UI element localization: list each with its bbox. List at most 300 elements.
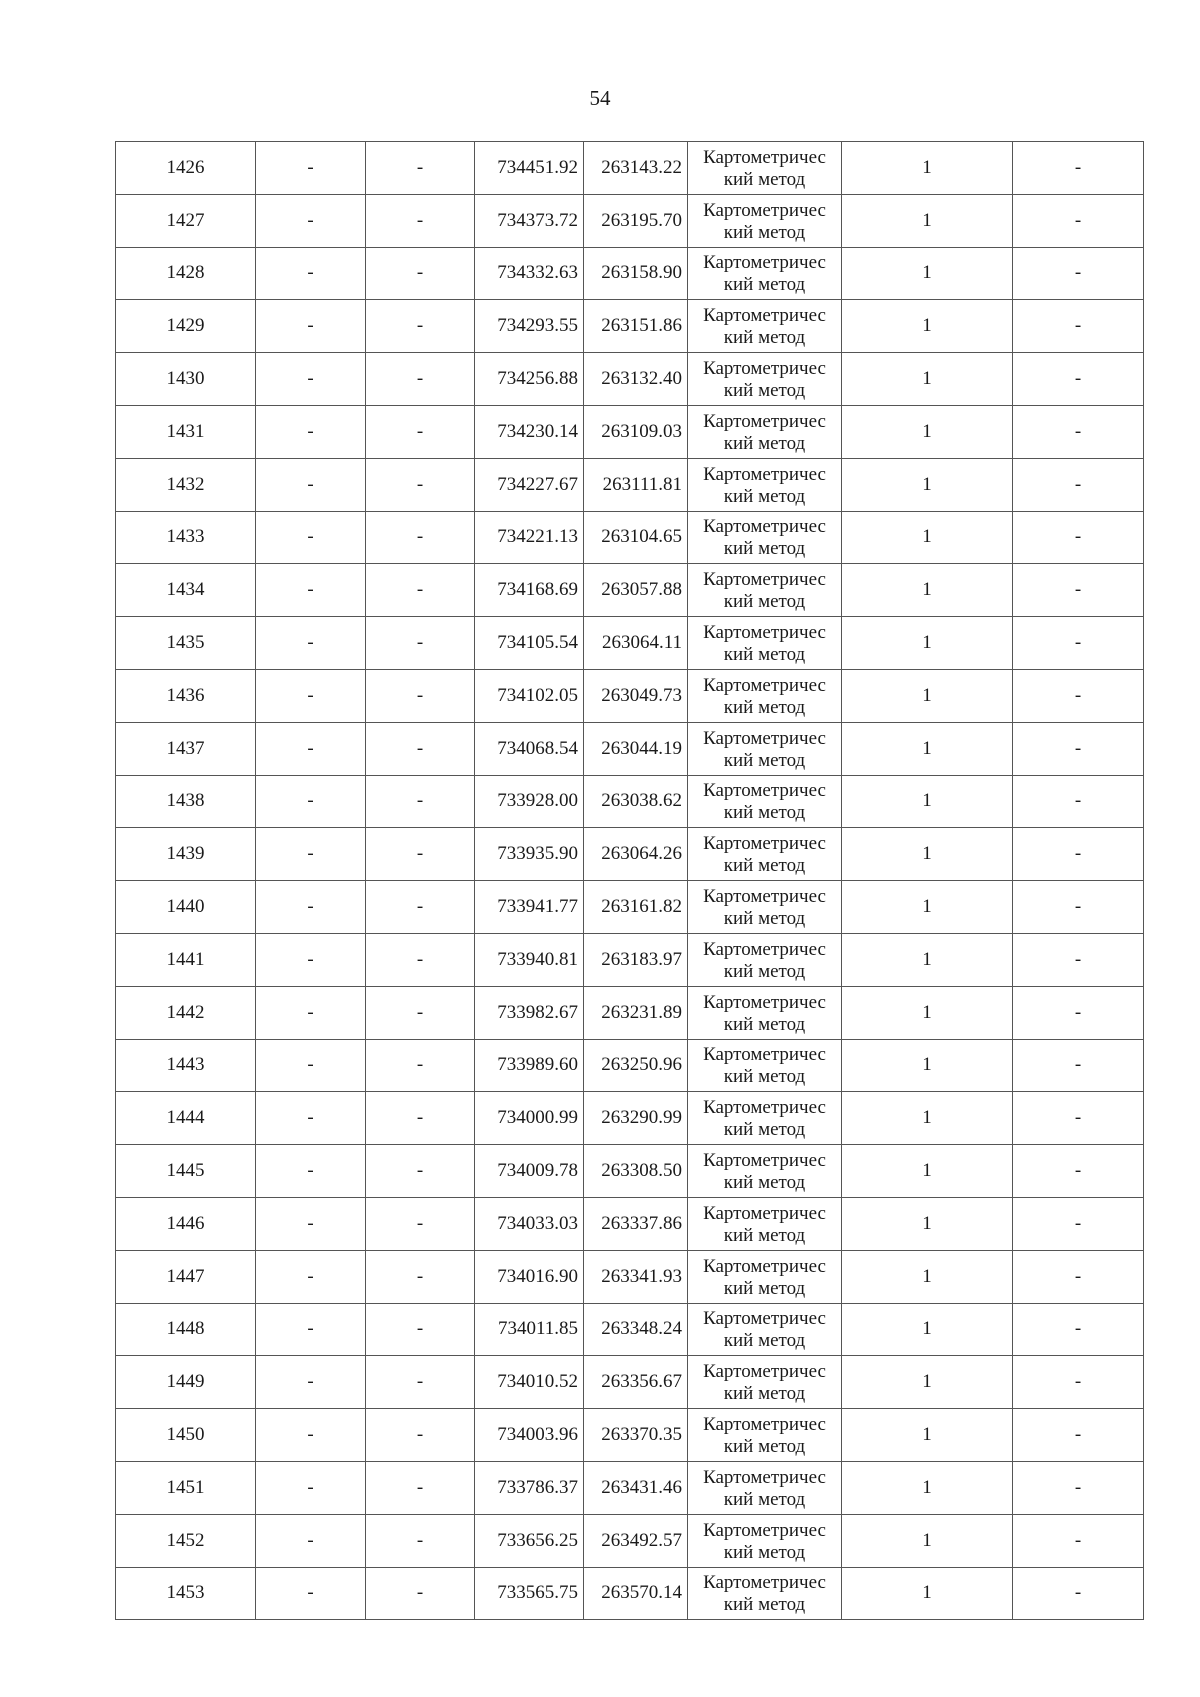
empty-cell: - xyxy=(1013,1567,1144,1620)
method-cell xyxy=(688,353,842,406)
accuracy-cell: 1 xyxy=(842,775,1013,828)
empty-cell: - xyxy=(1013,933,1144,986)
empty-cell: - xyxy=(366,1409,475,1462)
method-cell xyxy=(688,1303,842,1356)
method-line-1: Картометричес xyxy=(703,410,826,432)
empty-cell: - xyxy=(256,1461,366,1514)
method-line-1: Картометричес xyxy=(703,146,826,168)
x-coordinate-cell: 733935.90 xyxy=(475,828,584,881)
method-line-1: Картометричес xyxy=(703,1255,826,1277)
y-coordinate-cell: 263348.24 xyxy=(584,1303,688,1356)
accuracy-cell: 1 xyxy=(842,1197,1013,1250)
empty-cell: - xyxy=(1013,1409,1144,1462)
accuracy-cell: 1 xyxy=(842,458,1013,511)
method-line-1: Картометричес xyxy=(703,1308,826,1330)
empty-cell: - xyxy=(256,1514,366,1567)
method-cell xyxy=(688,1039,842,1092)
method-line-1: Картометричес xyxy=(703,463,826,485)
point-number-cell: 1438 xyxy=(116,775,256,828)
empty-cell: - xyxy=(366,300,475,353)
y-coordinate-cell: 263057.88 xyxy=(584,564,688,617)
y-coordinate-cell: 263570.14 xyxy=(584,1567,688,1620)
accuracy-cell: 1 xyxy=(842,511,1013,564)
table-row xyxy=(116,1039,1144,1092)
point-number-cell: 1428 xyxy=(116,247,256,300)
y-coordinate-cell: 263143.22 xyxy=(584,142,688,195)
empty-cell: - xyxy=(1013,194,1144,247)
empty-cell: - xyxy=(1013,458,1144,511)
empty-cell: - xyxy=(256,511,366,564)
method-line-2: кий метод xyxy=(723,485,806,507)
empty-cell: - xyxy=(256,986,366,1039)
accuracy-cell: 1 xyxy=(842,1461,1013,1514)
method-line-1: Картометричес xyxy=(703,1150,826,1172)
table-row xyxy=(116,458,1144,511)
y-coordinate-cell: 263038.62 xyxy=(584,775,688,828)
empty-cell: - xyxy=(256,933,366,986)
empty-cell: - xyxy=(1013,300,1144,353)
table-row xyxy=(116,511,1144,564)
method-cell xyxy=(688,1145,842,1198)
method-cell xyxy=(688,881,842,934)
empty-cell: - xyxy=(1013,722,1144,775)
table-row xyxy=(116,247,1144,300)
y-coordinate-cell: 263064.26 xyxy=(584,828,688,881)
y-coordinate-cell: 263183.97 xyxy=(584,933,688,986)
accuracy-cell: 1 xyxy=(842,353,1013,406)
method-line-1: Картометричес xyxy=(703,252,826,274)
method-line-2: кий метод xyxy=(723,644,806,666)
empty-cell: - xyxy=(1013,564,1144,617)
point-number-cell: 1441 xyxy=(116,933,256,986)
point-number-cell: 1448 xyxy=(116,1303,256,1356)
accuracy-cell: 1 xyxy=(842,1250,1013,1303)
x-coordinate-cell: 734010.52 xyxy=(475,1356,584,1409)
empty-cell: - xyxy=(1013,669,1144,722)
method-line-2: кий метод xyxy=(723,1488,806,1510)
empty-cell: - xyxy=(1013,1461,1144,1514)
method-line-1: Картометричес xyxy=(703,886,826,908)
accuracy-cell: 1 xyxy=(842,1092,1013,1145)
y-coordinate-cell: 263151.86 xyxy=(584,300,688,353)
point-number-cell: 1449 xyxy=(116,1356,256,1409)
empty-cell: - xyxy=(1013,511,1144,564)
table-row xyxy=(116,1092,1144,1145)
x-coordinate-cell: 734016.90 xyxy=(475,1250,584,1303)
method-line-2: кий метод xyxy=(723,1224,806,1246)
y-coordinate-cell: 263111.81 xyxy=(584,458,688,511)
y-coordinate-cell: 263341.93 xyxy=(584,1250,688,1303)
accuracy-cell: 1 xyxy=(842,564,1013,617)
accuracy-cell: 1 xyxy=(842,194,1013,247)
method-line-2: кий метод xyxy=(723,908,806,930)
method-line-2: кий метод xyxy=(723,855,806,877)
empty-cell: - xyxy=(1013,1514,1144,1567)
x-coordinate-cell: 734230.14 xyxy=(475,405,584,458)
empty-cell: - xyxy=(1013,1303,1144,1356)
table-row xyxy=(116,828,1144,881)
method-cell xyxy=(688,1356,842,1409)
x-coordinate-cell: 734227.67 xyxy=(475,458,584,511)
method-line-2: кий метод xyxy=(723,1541,806,1563)
method-cell xyxy=(688,142,842,195)
empty-cell: - xyxy=(256,1409,366,1462)
x-coordinate-cell: 734009.78 xyxy=(475,1145,584,1198)
accuracy-cell: 1 xyxy=(842,1303,1013,1356)
point-number-cell: 1427 xyxy=(116,194,256,247)
method-cell xyxy=(688,828,842,881)
empty-cell: - xyxy=(366,458,475,511)
x-coordinate-cell: 734011.85 xyxy=(475,1303,584,1356)
method-cell xyxy=(688,1197,842,1250)
method-line-1: Картометричес xyxy=(703,938,826,960)
empty-cell: - xyxy=(366,511,475,564)
method-cell xyxy=(688,1250,842,1303)
method-line-2: кий метод xyxy=(723,274,806,296)
y-coordinate-cell: 263049.73 xyxy=(584,669,688,722)
y-coordinate-cell: 263195.70 xyxy=(584,194,688,247)
method-line-2: кий метод xyxy=(723,1066,806,1088)
accuracy-cell: 1 xyxy=(842,1409,1013,1462)
method-line-2: кий метод xyxy=(723,960,806,982)
empty-cell: - xyxy=(366,142,475,195)
point-number-cell: 1453 xyxy=(116,1567,256,1620)
method-cell xyxy=(688,775,842,828)
empty-cell: - xyxy=(256,669,366,722)
empty-cell: - xyxy=(366,933,475,986)
y-coordinate-cell: 263250.96 xyxy=(584,1039,688,1092)
method-line-2: кий метод xyxy=(723,1594,806,1616)
method-cell xyxy=(688,405,842,458)
accuracy-cell: 1 xyxy=(842,1514,1013,1567)
empty-cell: - xyxy=(366,1303,475,1356)
point-number-cell: 1442 xyxy=(116,986,256,1039)
table-body xyxy=(116,142,1144,1620)
empty-cell: - xyxy=(1013,881,1144,934)
empty-cell: - xyxy=(366,247,475,300)
y-coordinate-cell: 263064.11 xyxy=(584,617,688,670)
empty-cell: - xyxy=(366,775,475,828)
empty-cell: - xyxy=(366,1514,475,1567)
x-coordinate-cell: 733656.25 xyxy=(475,1514,584,1567)
point-number-cell: 1436 xyxy=(116,669,256,722)
table-row xyxy=(116,1409,1144,1462)
empty-cell: - xyxy=(366,986,475,1039)
method-line-1: Картометричес xyxy=(703,622,826,644)
method-line-2: кий метод xyxy=(723,1277,806,1299)
method-line-1: Картометричес xyxy=(703,516,826,538)
empty-cell: - xyxy=(1013,1197,1144,1250)
point-number-cell: 1447 xyxy=(116,1250,256,1303)
accuracy-cell: 1 xyxy=(842,933,1013,986)
point-number-cell: 1440 xyxy=(116,881,256,934)
method-line-2: кий метод xyxy=(723,1172,806,1194)
y-coordinate-cell: 263356.67 xyxy=(584,1356,688,1409)
method-line-2: кий метод xyxy=(723,538,806,560)
method-line-1: Картометричес xyxy=(703,1361,826,1383)
empty-cell: - xyxy=(256,458,366,511)
accuracy-cell: 1 xyxy=(842,1039,1013,1092)
empty-cell: - xyxy=(366,1197,475,1250)
accuracy-cell: 1 xyxy=(842,405,1013,458)
empty-cell: - xyxy=(1013,828,1144,881)
empty-cell: - xyxy=(366,669,475,722)
empty-cell: - xyxy=(256,1092,366,1145)
empty-cell: - xyxy=(366,1250,475,1303)
point-number-cell: 1437 xyxy=(116,722,256,775)
method-cell xyxy=(688,1461,842,1514)
empty-cell: - xyxy=(256,775,366,828)
point-number-cell: 1430 xyxy=(116,353,256,406)
table-row xyxy=(116,933,1144,986)
x-coordinate-cell: 734293.55 xyxy=(475,300,584,353)
method-cell xyxy=(688,511,842,564)
x-coordinate-cell: 734068.54 xyxy=(475,722,584,775)
table-row xyxy=(116,142,1144,195)
empty-cell: - xyxy=(256,247,366,300)
table-row xyxy=(116,1356,1144,1409)
empty-cell: - xyxy=(366,1092,475,1145)
accuracy-cell: 1 xyxy=(842,669,1013,722)
empty-cell: - xyxy=(256,405,366,458)
method-line-1: Картометричес xyxy=(703,199,826,221)
method-line-1: Картометричес xyxy=(703,1572,826,1594)
method-line-2: кий метод xyxy=(723,380,806,402)
table-row xyxy=(116,1197,1144,1250)
table-row xyxy=(116,1567,1144,1620)
table-row xyxy=(116,722,1144,775)
method-line-1: Картометричес xyxy=(703,358,826,380)
empty-cell: - xyxy=(366,881,475,934)
method-line-2: кий метод xyxy=(723,591,806,613)
y-coordinate-cell: 263337.86 xyxy=(584,1197,688,1250)
empty-cell: - xyxy=(366,353,475,406)
empty-cell: - xyxy=(1013,1092,1144,1145)
accuracy-cell: 1 xyxy=(842,1567,1013,1620)
empty-cell: - xyxy=(256,564,366,617)
y-coordinate-cell: 263158.90 xyxy=(584,247,688,300)
point-number-cell: 1450 xyxy=(116,1409,256,1462)
empty-cell: - xyxy=(1013,986,1144,1039)
empty-cell: - xyxy=(256,828,366,881)
method-cell xyxy=(688,300,842,353)
x-coordinate-cell: 734256.88 xyxy=(475,353,584,406)
empty-cell: - xyxy=(366,1145,475,1198)
accuracy-cell: 1 xyxy=(842,142,1013,195)
point-number-cell: 1434 xyxy=(116,564,256,617)
empty-cell: - xyxy=(256,1039,366,1092)
method-line-1: Картометричес xyxy=(703,569,826,591)
point-number-cell: 1452 xyxy=(116,1514,256,1567)
table-row xyxy=(116,1145,1144,1198)
empty-cell: - xyxy=(256,353,366,406)
table-row xyxy=(116,617,1144,670)
method-cell xyxy=(688,564,842,617)
x-coordinate-cell: 734105.54 xyxy=(475,617,584,670)
method-line-1: Картометричес xyxy=(703,674,826,696)
accuracy-cell: 1 xyxy=(842,722,1013,775)
method-line-2: кий метод xyxy=(723,1436,806,1458)
empty-cell: - xyxy=(1013,142,1144,195)
method-line-2: кий метод xyxy=(723,221,806,243)
x-coordinate-cell: 733786.37 xyxy=(475,1461,584,1514)
method-line-2: кий метод xyxy=(723,168,806,190)
y-coordinate-cell: 263431.46 xyxy=(584,1461,688,1514)
empty-cell: - xyxy=(1013,247,1144,300)
accuracy-cell: 1 xyxy=(842,986,1013,1039)
empty-cell: - xyxy=(366,1039,475,1092)
method-cell xyxy=(688,1092,842,1145)
y-coordinate-cell: 263308.50 xyxy=(584,1145,688,1198)
method-line-1: Картометричес xyxy=(703,833,826,855)
method-line-1: Картометричес xyxy=(703,780,826,802)
x-coordinate-cell: 734003.96 xyxy=(475,1409,584,1462)
method-line-2: кий метод xyxy=(723,432,806,454)
empty-cell: - xyxy=(366,1356,475,1409)
x-coordinate-cell: 734168.69 xyxy=(475,564,584,617)
x-coordinate-cell: 733928.00 xyxy=(475,775,584,828)
accuracy-cell: 1 xyxy=(842,1145,1013,1198)
y-coordinate-cell: 263104.65 xyxy=(584,511,688,564)
y-coordinate-cell: 263132.40 xyxy=(584,353,688,406)
method-line-2: кий метод xyxy=(723,1330,806,1352)
empty-cell: - xyxy=(366,1461,475,1514)
x-coordinate-cell: 733989.60 xyxy=(475,1039,584,1092)
y-coordinate-cell: 263290.99 xyxy=(584,1092,688,1145)
empty-cell: - xyxy=(1013,1145,1144,1198)
table-row xyxy=(116,986,1144,1039)
table-row xyxy=(116,669,1144,722)
accuracy-cell: 1 xyxy=(842,247,1013,300)
empty-cell: - xyxy=(256,142,366,195)
point-number-cell: 1431 xyxy=(116,405,256,458)
table-row xyxy=(116,405,1144,458)
empty-cell: - xyxy=(366,405,475,458)
empty-cell: - xyxy=(256,722,366,775)
empty-cell: - xyxy=(256,617,366,670)
method-line-2: кий метод xyxy=(723,1383,806,1405)
method-cell xyxy=(688,617,842,670)
x-coordinate-cell: 733982.67 xyxy=(475,986,584,1039)
empty-cell: - xyxy=(1013,775,1144,828)
empty-cell: - xyxy=(256,1567,366,1620)
empty-cell: - xyxy=(1013,1356,1144,1409)
method-line-2: кий метод xyxy=(723,1119,806,1141)
method-line-1: Картометричес xyxy=(703,1097,826,1119)
table-row xyxy=(116,1514,1144,1567)
y-coordinate-cell: 263492.57 xyxy=(584,1514,688,1567)
table-row xyxy=(116,1461,1144,1514)
method-line-2: кий метод xyxy=(723,696,806,718)
accuracy-cell: 1 xyxy=(842,300,1013,353)
table-row xyxy=(116,194,1144,247)
method-cell xyxy=(688,458,842,511)
method-line-2: кий метод xyxy=(723,1013,806,1035)
empty-cell: - xyxy=(256,1250,366,1303)
empty-cell: - xyxy=(1013,405,1144,458)
point-number-cell: 1429 xyxy=(116,300,256,353)
point-number-cell: 1446 xyxy=(116,1197,256,1250)
method-line-1: Картометричес xyxy=(703,991,826,1013)
point-number-cell: 1432 xyxy=(116,458,256,511)
method-line-1: Картометричес xyxy=(703,1044,826,1066)
method-cell xyxy=(688,1567,842,1620)
method-cell xyxy=(688,194,842,247)
method-line-1: Картометричес xyxy=(703,727,826,749)
method-cell xyxy=(688,722,842,775)
y-coordinate-cell: 263161.82 xyxy=(584,881,688,934)
table-row xyxy=(116,881,1144,934)
x-coordinate-cell: 734102.05 xyxy=(475,669,584,722)
empty-cell: - xyxy=(256,1197,366,1250)
empty-cell: - xyxy=(1013,1250,1144,1303)
empty-cell: - xyxy=(366,564,475,617)
table-row xyxy=(116,300,1144,353)
empty-cell: - xyxy=(366,722,475,775)
method-line-2: кий метод xyxy=(723,802,806,824)
point-number-cell: 1433 xyxy=(116,511,256,564)
point-number-cell: 1444 xyxy=(116,1092,256,1145)
y-coordinate-cell: 263044.19 xyxy=(584,722,688,775)
method-cell xyxy=(688,986,842,1039)
empty-cell: - xyxy=(256,1356,366,1409)
method-line-1: Картометричес xyxy=(703,1414,826,1436)
empty-cell: - xyxy=(1013,1039,1144,1092)
empty-cell: - xyxy=(1013,617,1144,670)
method-line-1: Картометричес xyxy=(703,305,826,327)
point-number-cell: 1435 xyxy=(116,617,256,670)
method-cell xyxy=(688,1409,842,1462)
x-coordinate-cell: 733941.77 xyxy=(475,881,584,934)
table-row xyxy=(116,1250,1144,1303)
empty-cell: - xyxy=(366,194,475,247)
empty-cell: - xyxy=(1013,353,1144,406)
method-line-2: кий метод xyxy=(723,327,806,349)
method-line-2: кий метод xyxy=(723,749,806,771)
accuracy-cell: 1 xyxy=(842,617,1013,670)
accuracy-cell: 1 xyxy=(842,828,1013,881)
table-row xyxy=(116,1303,1144,1356)
coordinates-table xyxy=(115,141,1144,1620)
empty-cell: - xyxy=(256,194,366,247)
empty-cell: - xyxy=(366,828,475,881)
y-coordinate-cell: 263231.89 xyxy=(584,986,688,1039)
method-cell xyxy=(688,669,842,722)
method-line-1: Картометричес xyxy=(703,1466,826,1488)
empty-cell: - xyxy=(366,1567,475,1620)
x-coordinate-cell: 734451.92 xyxy=(475,142,584,195)
x-coordinate-cell: 733940.81 xyxy=(475,933,584,986)
x-coordinate-cell: 734373.72 xyxy=(475,194,584,247)
point-number-cell: 1443 xyxy=(116,1039,256,1092)
page-number: 54 xyxy=(589,86,611,110)
table-row xyxy=(116,564,1144,617)
x-coordinate-cell: 734221.13 xyxy=(475,511,584,564)
x-coordinate-cell: 734000.99 xyxy=(475,1092,584,1145)
empty-cell: - xyxy=(256,1303,366,1356)
accuracy-cell: 1 xyxy=(842,1356,1013,1409)
accuracy-cell: 1 xyxy=(842,881,1013,934)
empty-cell: - xyxy=(256,881,366,934)
method-line-1: Картометричес xyxy=(703,1202,826,1224)
x-coordinate-cell: 734033.03 xyxy=(475,1197,584,1250)
method-line-1: Картометричес xyxy=(703,1519,826,1541)
empty-cell: - xyxy=(366,617,475,670)
point-number-cell: 1451 xyxy=(116,1461,256,1514)
table-row xyxy=(116,353,1144,406)
method-cell xyxy=(688,247,842,300)
x-coordinate-cell: 733565.75 xyxy=(475,1567,584,1620)
